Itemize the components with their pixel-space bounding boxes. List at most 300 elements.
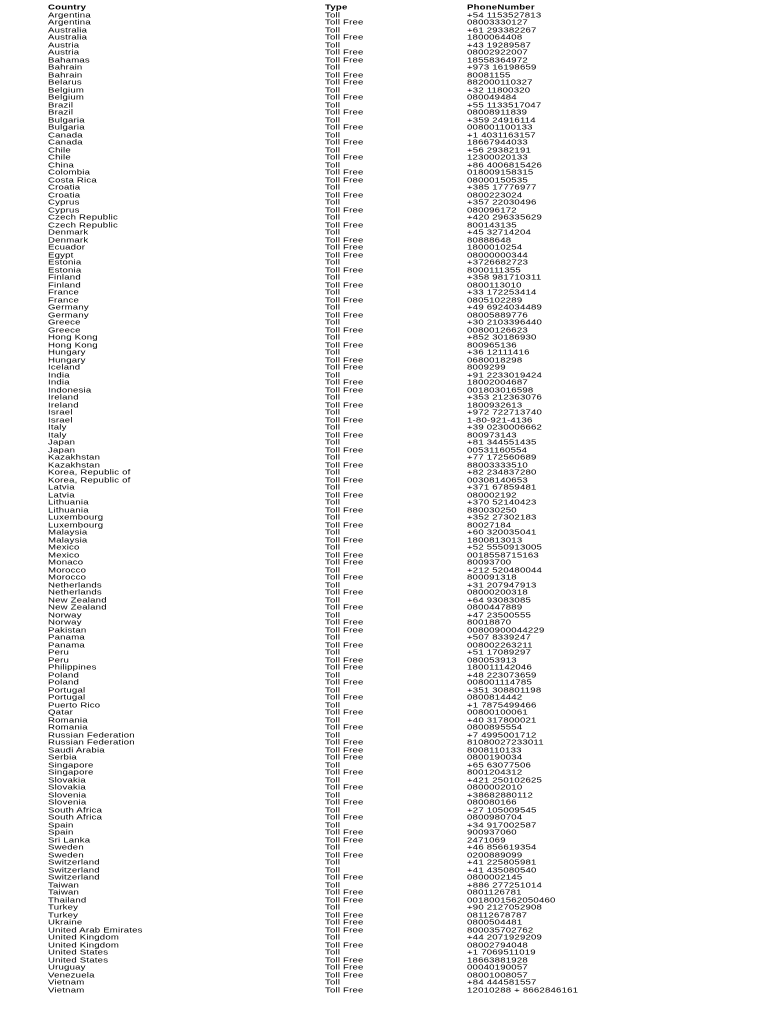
country-cell: Brazil xyxy=(48,100,74,110)
table-row xyxy=(48,320,763,326)
type-cell: Toll Free xyxy=(325,918,364,927)
type-cell: Toll Free xyxy=(325,783,364,792)
type-cell: Toll xyxy=(325,513,341,522)
table-row xyxy=(48,27,763,33)
country-cell: Greece xyxy=(48,318,81,327)
country-cell: Finland xyxy=(48,273,81,282)
type-cell: Toll xyxy=(325,453,341,462)
country-cell: Poland xyxy=(48,678,80,687)
country-cell: Bahamas xyxy=(48,55,90,65)
type-cell: Toll xyxy=(325,648,341,657)
phone-number-cell: +421 250102625 xyxy=(467,775,543,785)
type-cell: Toll xyxy=(325,933,341,942)
phone-number-cell: +51 17089297 xyxy=(467,648,532,657)
table-row xyxy=(48,852,763,858)
table-row xyxy=(48,492,763,498)
table-row xyxy=(48,342,763,348)
country-cell: Israel xyxy=(48,408,73,417)
type-cell: Toll xyxy=(325,25,341,35)
phone-number-cell: +370 52140423 xyxy=(467,498,537,507)
phone-number-cell: 0805102289 xyxy=(467,295,523,305)
country-cell: Ireland xyxy=(48,400,79,410)
type-cell: Toll Free xyxy=(325,430,364,440)
country-cell: Ireland xyxy=(48,393,79,402)
country-cell: Italy xyxy=(48,423,67,432)
type-cell: Toll xyxy=(325,528,341,537)
type-cell: Toll xyxy=(325,543,341,552)
table-row xyxy=(48,882,763,888)
table-row xyxy=(48,177,763,183)
type-cell: Toll xyxy=(325,100,341,110)
table-row xyxy=(48,507,763,513)
phone-number-cell: +371 67859481 xyxy=(467,483,537,492)
header-phone-number: PhoneNumber xyxy=(467,3,535,12)
table-row xyxy=(48,432,763,438)
type-cell: Toll xyxy=(325,438,341,447)
phone-number-cell: +44 2071929209 xyxy=(467,933,543,942)
table-row xyxy=(48,147,763,153)
table-row xyxy=(48,87,763,93)
type-cell: Toll Free xyxy=(325,385,364,395)
country-cell: Switzerland xyxy=(48,865,100,875)
phone-number-cell: 0800113010 xyxy=(467,280,522,290)
table-row xyxy=(48,687,763,693)
table-row xyxy=(48,102,763,108)
country-cell: Canada xyxy=(48,130,83,140)
type-cell: Toll Free xyxy=(325,93,364,102)
type-cell: Toll xyxy=(325,408,341,417)
phone-number-cell: 08002922007 xyxy=(467,48,528,57)
phone-number-cell: 18663881928 xyxy=(467,955,528,965)
phone-number-cell: +81 344551435 xyxy=(467,438,537,447)
type-cell: Toll Free xyxy=(325,708,364,717)
table-row xyxy=(48,275,763,281)
phone-number-cell: 0800895554 xyxy=(467,723,523,732)
table-row xyxy=(48,837,763,843)
phone-number-cell: 882000110327 xyxy=(467,78,533,87)
table-row xyxy=(48,672,763,678)
table-row xyxy=(48,680,763,686)
type-cell: Toll xyxy=(325,775,341,785)
phone-number-cell: 018009158315 xyxy=(467,168,534,177)
table-row xyxy=(48,545,763,551)
table-row xyxy=(48,537,763,543)
country-cell: Vietnam xyxy=(48,978,85,987)
country-cell: Bahrain xyxy=(48,70,83,80)
type-cell: Toll xyxy=(325,580,341,590)
table-row xyxy=(48,440,763,446)
phone-number-cell: 00308140653 xyxy=(467,475,528,485)
phone-number-cell: +359 24916114 xyxy=(467,115,536,125)
type-cell: Toll Free xyxy=(325,475,364,485)
country-cell: Sweden xyxy=(48,850,84,860)
type-cell: Toll xyxy=(325,198,341,207)
country-cell: Denmark xyxy=(48,235,89,245)
type-cell: Toll xyxy=(325,333,341,342)
phone-number-cell: 1800064408 xyxy=(467,33,523,42)
table-row xyxy=(48,350,763,356)
type-cell: Toll xyxy=(325,670,341,680)
type-cell: Toll xyxy=(325,348,341,357)
table-row xyxy=(48,387,763,393)
country-cell: Croatia xyxy=(48,190,81,200)
country-cell: Finland xyxy=(48,280,81,290)
type-cell: Toll Free xyxy=(325,205,364,215)
phone-number-cell: +47 23500555 xyxy=(467,610,532,620)
type-cell: Toll Free xyxy=(325,55,364,65)
country-cell: Argentina xyxy=(48,18,91,27)
phone-number-cell: +56 29382191 xyxy=(467,145,532,155)
table-row xyxy=(48,875,763,881)
table-row xyxy=(48,605,763,611)
country-cell: Luxembourg xyxy=(48,520,104,530)
phone-number-cell: 8009299 xyxy=(467,363,506,372)
country-cell: Austria xyxy=(48,48,80,57)
country-cell: South Africa xyxy=(48,813,103,822)
country-cell: Belgium xyxy=(48,85,85,95)
type-cell: Toll Free xyxy=(325,70,364,80)
table-row xyxy=(48,402,763,408)
type-cell: Toll Free xyxy=(325,445,364,455)
phone-number-cell: +507 8339247 xyxy=(467,633,532,642)
country-cell: Peru xyxy=(48,648,70,657)
phone-number-cell: 0800814442 xyxy=(467,693,523,702)
type-cell: Toll xyxy=(325,40,341,50)
country-cell: Vietnam xyxy=(48,985,85,995)
table-row xyxy=(48,620,763,626)
country-cell: Brazil xyxy=(48,108,74,117)
phone-number-cell: +27 105009545 xyxy=(467,805,537,815)
phone-number-cell: +65 63077506 xyxy=(467,760,532,770)
country-cell: Hong Kong xyxy=(48,340,98,350)
phone-number-cell: +41 435080540 xyxy=(467,865,537,875)
table-row xyxy=(48,140,763,146)
type-cell: Toll Free xyxy=(325,895,364,905)
phone-number-cell: +64 93083085 xyxy=(467,595,532,605)
type-cell: Toll xyxy=(325,468,341,477)
country-cell: South Africa xyxy=(48,805,103,815)
country-cell: Mexico xyxy=(48,543,80,552)
country-cell: Denmark xyxy=(48,228,89,237)
phone-number-cell: 080002192 xyxy=(467,490,517,500)
country-cell: Serbia xyxy=(48,753,77,762)
phone-number-cell: 0800447889 xyxy=(467,603,523,612)
table-row xyxy=(48,755,763,761)
table-row xyxy=(48,965,763,971)
table-row xyxy=(48,627,763,633)
country-cell: Czech Republic xyxy=(48,220,118,230)
type-cell: Toll xyxy=(325,370,341,380)
country-cell: Slovenia xyxy=(48,798,87,807)
phone-number-cell: 08002794048 xyxy=(467,940,528,950)
phone-number-cell: 008001114785 xyxy=(467,678,533,687)
country-cell: Russian Federation xyxy=(48,738,135,747)
table-row xyxy=(48,560,763,566)
phone-number-cell: +353 212363076 xyxy=(467,393,543,402)
phone-number-cell: +886 277251014 xyxy=(467,880,543,890)
table-row xyxy=(48,912,763,918)
phone-number-cell: +86 4006815426 xyxy=(467,160,543,170)
phone-number-cell: +36 12111416 xyxy=(467,348,530,357)
phone-number-cell: +34 917002587 xyxy=(467,820,537,830)
type-cell: Toll Free xyxy=(325,970,364,980)
table-row xyxy=(48,822,763,828)
country-cell: France xyxy=(48,295,80,305)
country-cell: Venezuela xyxy=(48,970,95,980)
table-row xyxy=(48,110,763,116)
table-row xyxy=(48,222,763,228)
type-cell: Toll Free xyxy=(325,505,364,515)
table-row xyxy=(48,95,763,101)
table-row xyxy=(48,530,763,536)
country-cell: Portugal xyxy=(48,685,86,695)
phone-number-cell: 008002263211 xyxy=(467,640,533,650)
type-cell: Toll Free xyxy=(325,940,364,950)
type-cell: Toll xyxy=(325,858,341,867)
table-body xyxy=(48,12,763,995)
table-row xyxy=(48,72,763,78)
table-row xyxy=(48,552,763,558)
table-row xyxy=(48,155,763,161)
country-cell: Canada xyxy=(48,138,83,147)
phone-number-cell: 1800010254 xyxy=(467,243,523,252)
phone-number-cell: 00531160554 xyxy=(467,445,528,455)
table-header xyxy=(48,5,763,11)
table-row xyxy=(48,117,763,123)
phone-number-cell: +48 223073659 xyxy=(467,670,537,680)
phone-number-cell: 1-80-921-4136 xyxy=(467,415,533,425)
table-row xyxy=(48,830,763,836)
phone-number-cell: 00800900044229 xyxy=(467,625,545,635)
type-cell: Toll Free xyxy=(325,78,364,87)
phone-number-cell: 080096172 xyxy=(467,205,517,215)
type-cell: Toll Free xyxy=(325,190,364,200)
table-row xyxy=(48,297,763,303)
phone-number-cell: 18667944033 xyxy=(467,138,528,147)
table-row xyxy=(48,957,763,963)
country-cell: Slovakia xyxy=(48,775,86,785)
phone-number-cell: +7 4995001712 xyxy=(467,730,537,740)
type-cell: Toll xyxy=(325,790,341,800)
table-row xyxy=(48,612,763,618)
country-cell: Norway xyxy=(48,618,82,627)
type-cell: Toll xyxy=(325,880,341,890)
type-cell: Toll Free xyxy=(325,573,364,582)
table-row xyxy=(48,215,763,221)
country-cell: Portugal xyxy=(48,693,86,702)
type-cell: Toll Free xyxy=(325,535,364,545)
phone-number-cell: 8008110133 xyxy=(467,745,522,755)
country-cell: Panama xyxy=(48,633,85,642)
type-cell: Toll xyxy=(325,63,341,72)
country-cell: New Zealand xyxy=(48,595,107,605)
phone-number-cell: 800035702762 xyxy=(467,925,534,935)
type-cell: Toll Free xyxy=(325,655,364,665)
phone-number-cell: 0800223024 xyxy=(467,190,523,200)
country-cell: Croatia xyxy=(48,183,81,192)
type-cell: Toll xyxy=(325,498,341,507)
type-cell: Toll xyxy=(325,10,341,20)
table-row xyxy=(48,792,763,798)
phone-number-cell: +30 2103396440 xyxy=(467,318,543,327)
type-cell: Toll Free xyxy=(325,123,364,132)
table-row xyxy=(48,50,763,56)
table-row xyxy=(48,972,763,978)
country-cell: Russian Federation xyxy=(48,730,135,740)
phone-number-cell: +38682880112 xyxy=(467,790,533,800)
table-row xyxy=(48,815,763,821)
type-cell: Toll Free xyxy=(325,168,364,177)
type-cell: Toll Free xyxy=(325,745,364,755)
type-cell: Toll xyxy=(325,483,341,492)
phone-number-cell: 900937060 xyxy=(467,828,517,837)
type-cell: Toll Free xyxy=(325,625,364,635)
phone-number-cell: 800965136 xyxy=(467,340,517,350)
type-cell: Toll xyxy=(325,730,341,740)
table-row xyxy=(48,477,763,483)
table-row xyxy=(48,80,763,86)
country-cell: United Kingdom xyxy=(48,940,120,950)
country-cell: Kazakhstan xyxy=(48,460,101,470)
phone-number-cell: 88003333510 xyxy=(467,460,528,470)
phone-number-cell: +212 520480044 xyxy=(467,565,543,575)
type-cell: Toll Free xyxy=(325,798,364,807)
type-cell: Toll xyxy=(325,820,341,830)
table-row xyxy=(48,845,763,851)
country-cell: Australia xyxy=(48,33,88,42)
type-cell: Toll Free xyxy=(325,325,364,335)
country-cell: Estonia xyxy=(48,258,82,267)
table-row xyxy=(48,860,763,866)
phone-number-cell: +352 27302183 xyxy=(467,513,537,522)
type-cell: Toll xyxy=(325,393,341,402)
table-row xyxy=(48,515,763,521)
phone-number-cell: 0018558715163 xyxy=(467,550,539,560)
table-row xyxy=(48,890,763,896)
phone-number-cell: +49 6924034489 xyxy=(467,303,543,312)
type-cell: Toll Free xyxy=(325,873,364,882)
type-cell: Toll Free xyxy=(325,738,364,747)
table-row xyxy=(48,230,763,236)
table-row xyxy=(48,327,763,333)
country-cell: Sweden xyxy=(48,843,84,852)
table-row xyxy=(48,380,763,386)
type-cell: Toll xyxy=(325,700,341,710)
type-cell: Toll xyxy=(325,610,341,620)
phone-number-cell: 1800813013 xyxy=(467,535,523,545)
phone-number-cell: 80018870 xyxy=(467,618,512,627)
phone-number-cell: 080053913 xyxy=(467,655,517,665)
table-row xyxy=(48,365,763,371)
type-cell: Toll xyxy=(325,978,341,987)
table-row xyxy=(48,695,763,701)
type-cell: Toll xyxy=(325,715,341,725)
phone-number-cell: 00800126623 xyxy=(467,325,528,335)
phone-number-cell: 0800002145 xyxy=(467,873,523,882)
country-cell: Slovakia xyxy=(48,783,86,792)
table-row xyxy=(48,162,763,168)
phone-number-cell: +91 2233019424 xyxy=(467,370,543,380)
type-cell: Toll xyxy=(325,228,341,237)
type-cell: Toll xyxy=(325,145,341,155)
type-cell: Toll Free xyxy=(325,550,364,560)
type-cell: Toll xyxy=(325,160,341,170)
country-cell: Philippines xyxy=(48,663,97,672)
table-row xyxy=(48,455,763,461)
table-row xyxy=(48,657,763,663)
header-country: Country xyxy=(48,3,87,12)
phone-number-cell: 08001008057 xyxy=(467,970,528,980)
type-cell: Toll Free xyxy=(325,355,364,365)
country-cell: Panama xyxy=(48,640,85,650)
phone-number-cell: +90 2127052908 xyxy=(467,903,543,912)
phone-number-cell: +385 17776977 xyxy=(467,183,537,192)
country-cell: Spain xyxy=(48,828,74,837)
country-cell: Bulgaria xyxy=(48,115,85,125)
country-cell: Poland xyxy=(48,670,80,680)
phone-number-cell: 00800100061 xyxy=(467,708,528,717)
country-cell: Israel xyxy=(48,415,73,425)
type-cell: Toll xyxy=(325,633,341,642)
phone-number-cell: +3726682723 xyxy=(467,258,529,267)
table-row xyxy=(48,417,763,423)
country-cell: Australia xyxy=(48,25,88,35)
country-cell: Qatar xyxy=(48,708,73,717)
phone-number-cell: +351 308801198 xyxy=(467,685,542,695)
type-cell: Toll Free xyxy=(325,243,364,252)
type-cell: Toll Free xyxy=(325,558,364,567)
table-row xyxy=(48,20,763,26)
table-row xyxy=(48,42,763,48)
country-cell: Ukraine xyxy=(48,918,83,927)
type-cell: Toll Free xyxy=(325,250,364,260)
type-cell: Toll xyxy=(325,318,341,327)
country-cell: Indonesia xyxy=(48,385,92,395)
country-cell: Morocco xyxy=(48,573,87,582)
country-cell: Japan xyxy=(48,445,76,455)
country-cell: Costa Rica xyxy=(48,175,97,185)
country-cell: France xyxy=(48,288,80,297)
type-cell: Toll Free xyxy=(325,663,364,672)
country-cell: Belgium xyxy=(48,93,85,102)
type-cell: Toll Free xyxy=(325,723,364,732)
country-cell: Japan xyxy=(48,438,76,447)
country-cell: Italy xyxy=(48,430,67,440)
type-cell: Toll Free xyxy=(325,108,364,117)
country-cell: Cyprus xyxy=(48,205,80,215)
type-cell: Toll Free xyxy=(325,925,364,935)
phone-number-cell: 0800002010 xyxy=(467,783,523,792)
phone-number-cell: +61 293382267 xyxy=(467,25,537,35)
phone-number-cell: 81080027233011 xyxy=(467,738,544,747)
phone-number-cell: +358 981710311 xyxy=(467,273,542,282)
type-cell: Toll Free xyxy=(325,340,364,350)
table-row xyxy=(48,642,763,648)
table-row xyxy=(48,867,763,873)
country-cell: Uruguay xyxy=(48,963,86,972)
type-cell: Toll xyxy=(325,258,341,267)
type-cell: Toll Free xyxy=(325,520,364,530)
country-cell: Latvia xyxy=(48,490,75,500)
country-cell: Colombia xyxy=(48,168,91,177)
table-row xyxy=(48,807,763,813)
table-row xyxy=(48,252,763,258)
phone-number-cell: 00040190057 xyxy=(467,963,528,972)
table-row xyxy=(48,717,763,723)
country-cell: Lithuania xyxy=(48,505,89,515)
country-cell: Germany xyxy=(48,303,89,312)
phone-number-cell: 800091318 xyxy=(467,573,517,582)
